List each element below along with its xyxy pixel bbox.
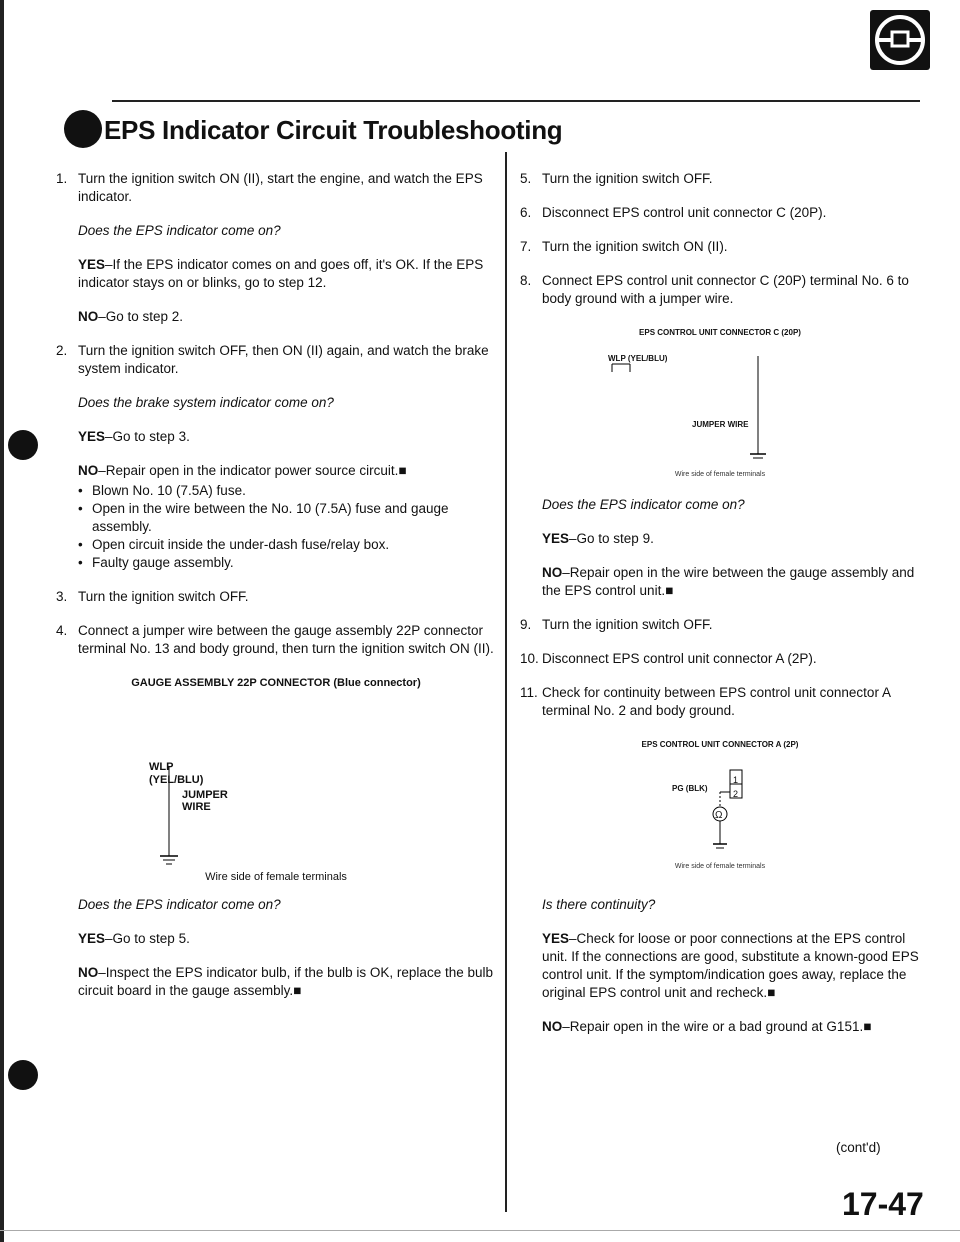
step-6: 6. Disconnect EPS control unit connector C (20P). xyxy=(520,205,827,220)
answer-yes: YES–Go to step 9. xyxy=(542,531,654,546)
step-2: 2. Turn the ignition switch OFF, then ON (II) again, and watch the brake system indicator. xyxy=(56,343,489,376)
column-divider xyxy=(505,152,507,1212)
list-item: • Blown No. 10 (7.5A) fuse. xyxy=(78,482,496,500)
answer-yes: YES–Go to step 3. xyxy=(78,429,190,444)
continued-label: (cont'd) xyxy=(836,1140,881,1155)
question: Does the EPS indicator come on? xyxy=(78,223,281,238)
question: Is there continuity? xyxy=(542,897,656,912)
answer-yes: YES–Go to step 5. xyxy=(78,931,190,946)
answer-yes: YES–Check for loose or poor connections at the EPS control unit. If the connections are good, substitute a known-good EPS control unit. If the symptom/indication goes away, replace the original EPS control unit and recheck.■ xyxy=(542,931,919,1000)
binder-hole xyxy=(8,430,38,460)
list-item: • Faulty gauge assembly. xyxy=(78,554,496,572)
diagram-caption: Wire side of female terminals xyxy=(674,471,766,478)
binder-hole xyxy=(8,1060,38,1090)
step-10: 10. Disconnect EPS control unit connector A (2P). xyxy=(520,651,817,666)
jumper-label: JUMPER xyxy=(182,789,228,801)
step-8: 8. Connect EPS control unit connector C (20P) terminal No. 6 to body ground with a jumper wire. xyxy=(520,273,909,306)
jumper-label: JUMPER WIRE xyxy=(692,420,749,429)
answer-no: NO–Repair open in the indicator power source circuit.■ xyxy=(78,463,407,478)
step-1: 1. Turn the ignition switch ON (II), start the engine, and watch the EPS indicator. xyxy=(56,171,483,204)
step-5: 5. Turn the ignition switch OFF. xyxy=(520,171,713,186)
footer-rule xyxy=(0,1230,960,1231)
answer-yes: YES–If the EPS indicator comes on and goes off, it's OK. If the EPS indicator stays on or blinks, go to step 12. xyxy=(78,257,484,290)
answer-no: NO–Inspect the EPS indicator bulb, if the bulb is OK, replace the bulb circuit board in the gauge assembly.■ xyxy=(78,965,493,998)
wlp-label: WLP (YEL/BLU) xyxy=(608,354,668,363)
step-11: 11. Check for continuity between EPS control unit connector A terminal No. 2 and body ground. xyxy=(520,685,891,718)
binder-edge xyxy=(0,0,4,1242)
diagram-caption: Wire side of female terminals xyxy=(205,871,347,883)
diagram-caption: Wire side of female terminals xyxy=(674,863,766,870)
pg-label: PG (BLK) xyxy=(672,784,708,793)
page-number: 17-47 xyxy=(842,1186,924,1222)
diagram-title: EPS CONTROL UNIT CONNECTOR C (20P) xyxy=(639,328,801,337)
diagram-title: EPS CONTROL UNIT CONNECTOR A (2P) xyxy=(641,740,799,749)
diagram-title: GAUGE ASSEMBLY 22P CONNECTOR (Blue connector) xyxy=(131,677,421,689)
step-7: 7. Turn the ignition switch ON (II). xyxy=(520,239,728,254)
answer-no: NO–Repair open in the wire between the gauge assembly and the EPS control unit.■ xyxy=(542,565,915,598)
answer-no: NO–Repair open in the wire or a bad ground at G151.■ xyxy=(542,1019,872,1034)
wlp-label: WLP xyxy=(149,761,174,773)
connector-a-diagram xyxy=(520,758,920,868)
answer-no: NO–Go to step 2. xyxy=(78,309,184,324)
header-rule xyxy=(112,100,920,102)
step-4: 4. Connect a jumper wire between the gauge assembly 22P connector terminal No. 13 and body ground, then turn the ignition switch ON (II). xyxy=(56,623,494,656)
step-9: 9. Turn the ignition switch OFF. xyxy=(520,617,713,632)
question: Does the EPS indicator come on? xyxy=(542,497,745,512)
gauge-connector-diagram xyxy=(56,698,496,883)
section-bullet xyxy=(64,110,102,148)
page-title: EPS Indicator Circuit Troubleshooting xyxy=(104,115,563,145)
terminal-2: 2 xyxy=(733,789,739,799)
list-item: • Open in the wire between the No. 10 (7.5A) fuse and gauge assembly. xyxy=(78,500,496,536)
question: Does the brake system indicator come on? xyxy=(78,395,334,410)
wire-label: WIRE xyxy=(182,801,211,813)
step-3: 3. Turn the ignition switch OFF. xyxy=(56,589,249,604)
left-column xyxy=(56,170,496,1016)
terminal-1: 1 xyxy=(733,775,739,785)
right-column xyxy=(520,170,920,1052)
ohm-symbol: Ω xyxy=(715,810,723,821)
steering-wheel-icon xyxy=(870,10,930,70)
list-item: • Open circuit inside the under-dash fuse/relay box. xyxy=(78,536,496,554)
cause-list xyxy=(78,482,496,572)
question: Does the EPS indicator come on? xyxy=(78,897,281,912)
connector-c-diagram xyxy=(520,346,920,476)
wlp-color-label: (YEL/BLU) xyxy=(149,774,204,786)
